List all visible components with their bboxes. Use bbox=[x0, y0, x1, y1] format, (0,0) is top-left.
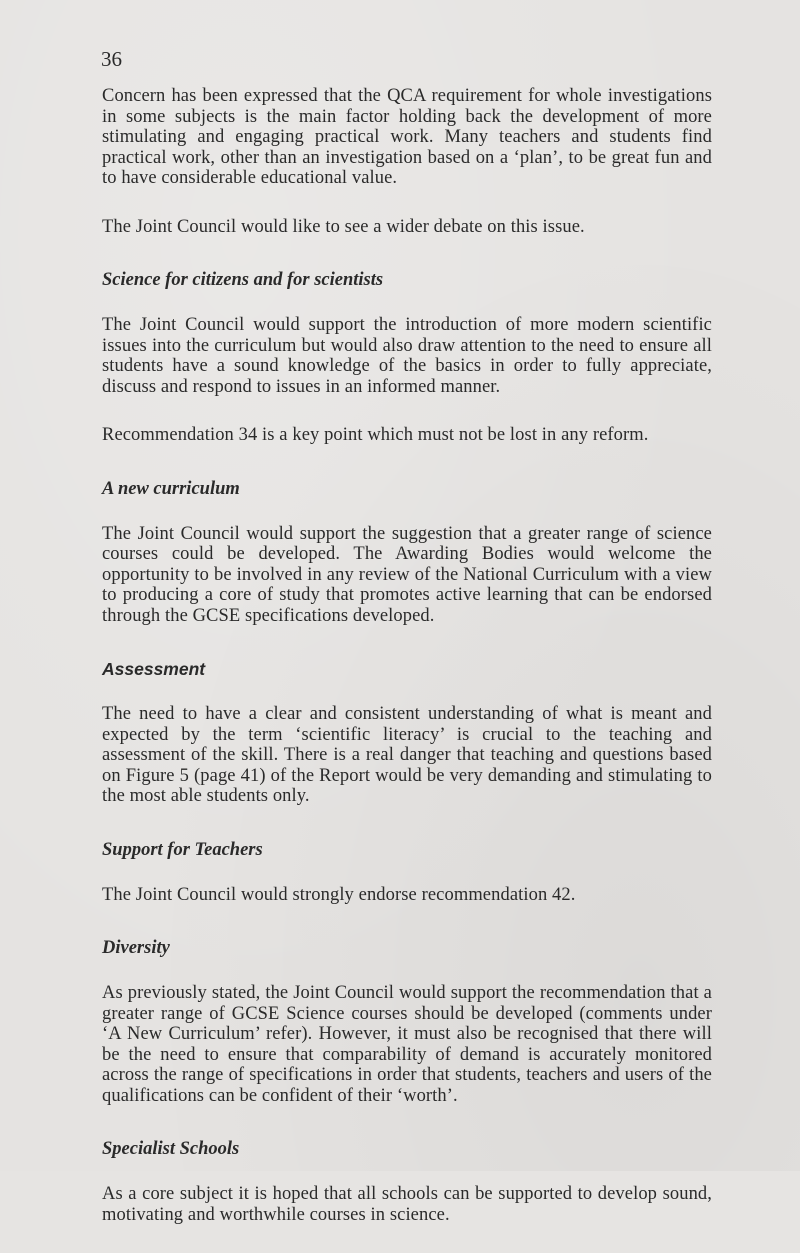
heading-specialist-schools: Specialist Schools bbox=[102, 1139, 240, 1159]
heading-assessment: Assessment bbox=[102, 659, 206, 679]
paragraph-recommendation-42: The Joint Council would strongly endorse recommendation 42. bbox=[102, 884, 576, 905]
paragraph-greater-range-courses: The Joint Council would support the suggestion that a greater range of science courses could be developed. The Awarding Bodies would welcome the opportunity to be involved in any review of the National Curriculum with a view to producing a core of study that promotes active learning that can be endorsed through the GCSE specifications developed. bbox=[102, 523, 712, 626]
heading-science-for-citizens: Science for citizens and for scientists bbox=[102, 270, 384, 290]
heading-diversity: Diversity bbox=[102, 938, 170, 958]
document-body bbox=[102, 86, 712, 1253]
paragraph-diversity-comparability: As previously stated, the Joint Council would support the recommendation that a greater range of GCSE Science courses should be developed (comments under ‘A New Curriculum’ refer). However, it must also be recognised that there will be the need to ensure that comparability of demand is accurately monitored across the range of specifications in order that students, teachers and users of the qualifications can be confident of their ‘worth’. bbox=[102, 983, 712, 1106]
paragraph-scientific-literacy: The need to have a clear and consistent understanding of what is meant and expected by the term ‘scientific literacy’ is crucial to the teaching and assessment of the skill. There is a real danger that teaching and questions based on Figure 5 (page 41) of the Report would be very demanding and stimulating to the most able students only. bbox=[102, 704, 712, 806]
paragraph-wider-debate: The Joint Council would like to see a wider debate on this issue. bbox=[102, 216, 585, 237]
page-number: 36 bbox=[101, 47, 122, 71]
paragraph-modern-scientific-issues: The Joint Council would support the introduction of more modern scientific issues into the curriculum but would also draw attention to the need to ensure all students have a sound knowledge of the basics in order to fully appreciate, discuss and respond to issues in an informed manner. bbox=[102, 315, 712, 397]
paragraph-core-subject: As a core subject it is hoped that all schools can be supported to develop sound, motivating and worthwhile courses in science. bbox=[102, 1184, 712, 1225]
heading-new-curriculum: A new curriculum bbox=[102, 478, 240, 499]
paragraph-practical-work-concern: Concern has been expressed that the QCA requirement for whole investigations in some subjects is the main factor holding back the development of more stimulating and engaging practical work. Many teachers and students find practical work, other than an investigation based on a ‘plan’, to be great fun and to have considerable educational value. bbox=[102, 86, 712, 188]
heading-support-for-teachers: Support for Teachers bbox=[102, 839, 263, 860]
paragraph-recommendation-34: Recommendation 34 is a key point which must not be lost in any reform. bbox=[102, 425, 649, 445]
